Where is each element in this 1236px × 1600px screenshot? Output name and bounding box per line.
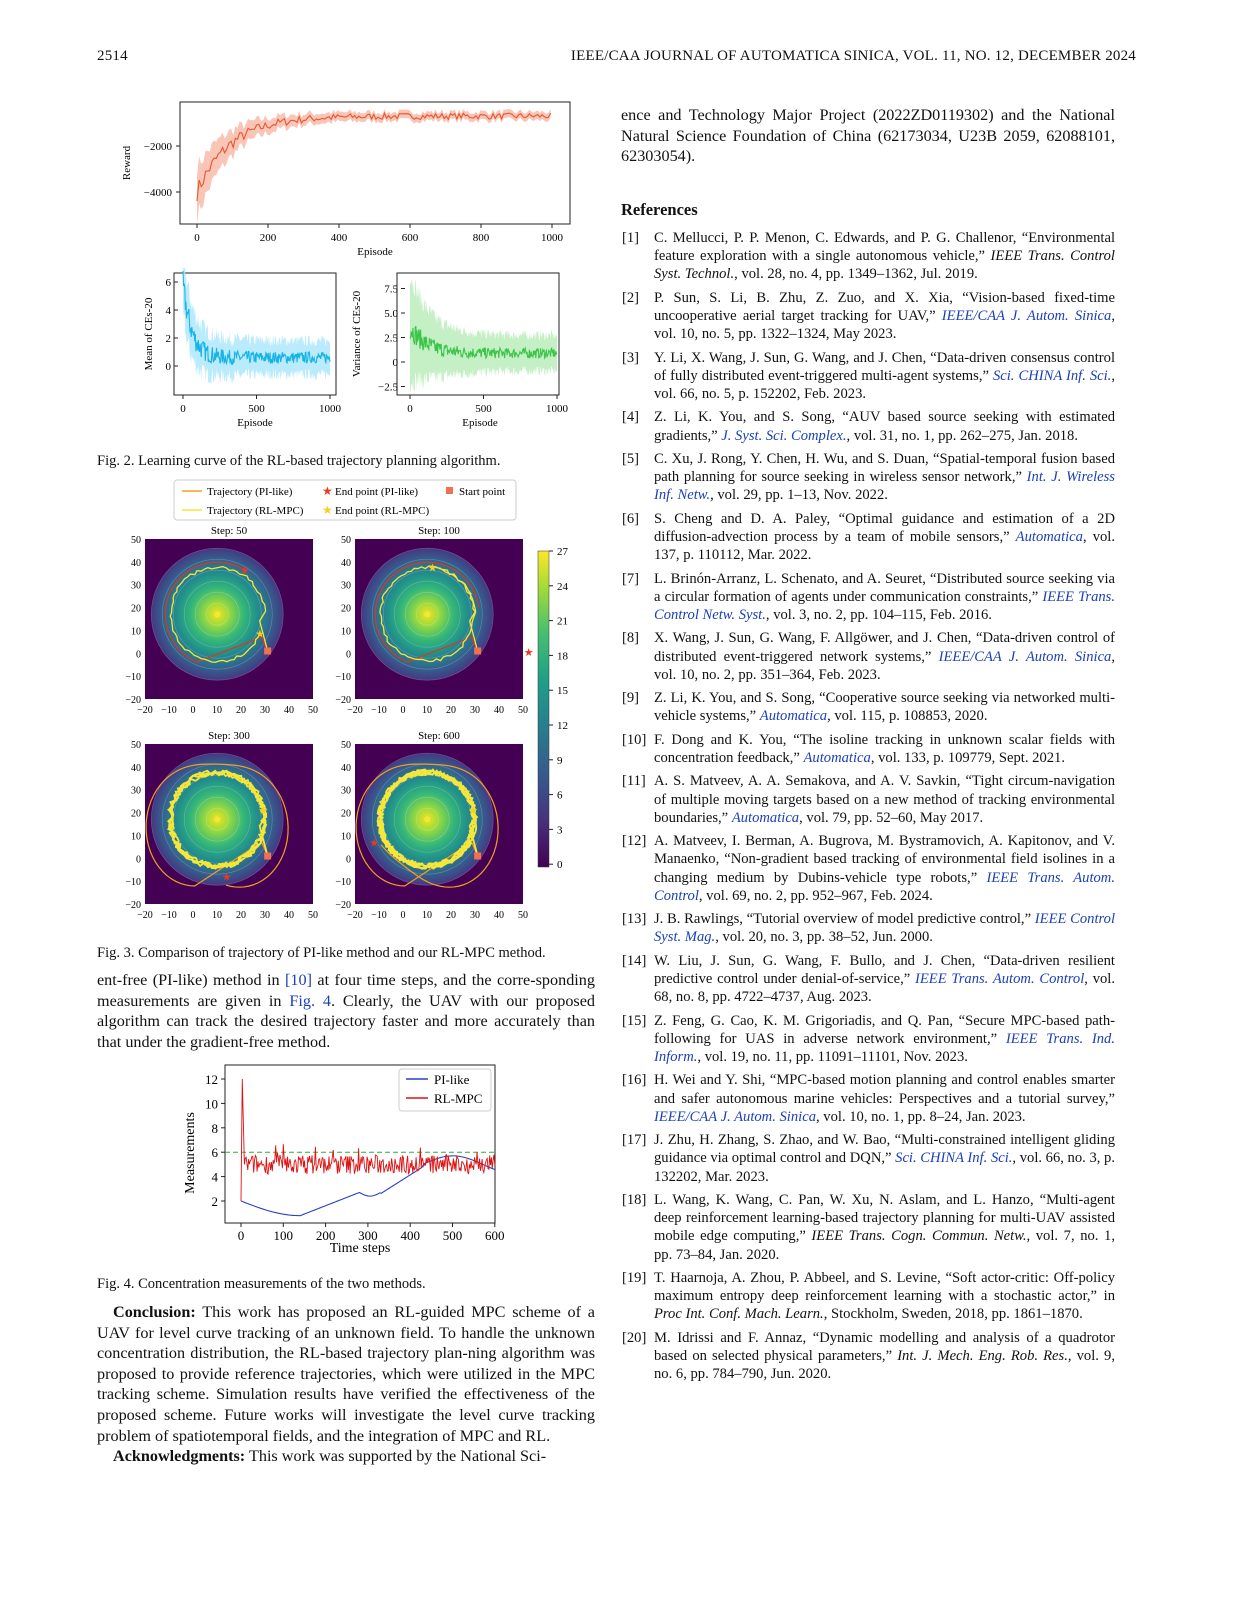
panel-title: Step: 300	[208, 730, 250, 742]
ytick: 50	[341, 740, 351, 751]
reference-text: X. Wang, J. Sun, G. Wang, F. Allgöwer, and J. Chen, “Data-driven control of distributed event-triggered network systems,” IEEE/CAA J. Autom. Sinica, vol. 10, no. 2, pp. 351–364, Feb. 2023.	[654, 630, 1115, 683]
fig2-caption: Fig. 2. Learning curve of the RL-based trajectory planning algorithm.	[97, 453, 501, 469]
reference-number: [14]	[622, 952, 647, 969]
xtick: 500	[475, 403, 492, 415]
reference-item	[621, 1131, 1115, 1186]
ytick: 20	[131, 808, 141, 820]
xtick: −10	[371, 910, 387, 921]
xtick: 20	[236, 705, 246, 716]
reference-item	[621, 229, 1115, 284]
ytick: −10	[125, 672, 141, 684]
ytick: 10	[131, 626, 141, 638]
ytick: 0	[346, 649, 351, 661]
left-paragraph: ent-free (PI-like) method in [10] at four time steps, and the corre-sponding measurements are given in Fig. 4. Clearly, the UAV with our proposed algorithm can track the desired trajectory faster and more accurately than that under the gradient-free method.	[97, 971, 595, 1051]
colorbar-tick: 24	[557, 580, 568, 593]
reference-item	[621, 832, 1115, 905]
references-heading: References	[621, 200, 698, 219]
reference-journal-link[interactable]: J. Syst. Sci. Complex.	[721, 427, 847, 444]
fig4-xtick: 600	[485, 1228, 505, 1243]
xtick: 1000	[546, 403, 568, 415]
reference-item	[621, 772, 1115, 827]
reference-number: [4]	[622, 409, 640, 426]
trajectory-panel	[125, 730, 318, 921]
xtick: 0	[190, 910, 196, 921]
reference-number: [17]	[622, 1132, 647, 1149]
reference-text: Z. Li, K. You, and S. Song, “AUV based source seeking with estimated gradients,” J. Syst. Sci. Complex., vol. 31, no. 1, pp. 262–275, Jan. 2018.	[654, 409, 1115, 444]
reference-text: A. Matveev, I. Berman, A. Bugrova, M. Bystramovich, A. Kapitonov, and V. Manaenko, “Non-gradient based tracking of environmental field isolines in a changing medium by Dubins-vehicle type robots,” IEEE Trans. Autom. Control, vol. 69, no. 2, pp. 952–967, Feb. 2024.	[654, 833, 1115, 904]
star-icon: ★	[221, 871, 232, 884]
ytick: 20	[341, 603, 351, 615]
conclusion-section: Conclusion: This work has proposed an RL-guided MPC scheme of a UAV for level curve tracking of an unknown field. To handle the unknown concentration distribution, the RL-based trajectory plan-ning algorithm was proposed to provide reference trajectories, which were utilized in the MPC tracking scheme. Simulation results have verified the effectiveness of the proposed scheme. Future works will investigate the level curve tracking problem of spatiotemporal fields, and the integration of MPC and RL. Acknowledgments: This work was supported by the National Sci-	[97, 1303, 595, 1466]
xtick: −10	[161, 910, 177, 921]
xtick: 20	[446, 910, 456, 921]
reference-number: [10]	[622, 731, 647, 748]
reference-journal-link[interactable]: Sci. CHINA Inf. Sci.	[895, 1150, 1013, 1167]
colorbar-tick: 27	[557, 546, 568, 558]
reference-journal-link[interactable]: Int. J. Wireless Inf. Netw.	[654, 469, 1115, 504]
acknowledgments-label: Acknowledgments:	[113, 1447, 246, 1466]
colorbar-tick: 15	[557, 685, 568, 698]
ytick: −10	[125, 877, 141, 889]
ytick: 2.5	[384, 332, 398, 345]
xtick: 0	[190, 705, 196, 716]
reference-item	[621, 289, 1115, 344]
xtick: 500	[248, 403, 265, 415]
reference-journal-link[interactable]: IEEE/CAA J. Autom. Sinica	[941, 308, 1112, 324]
reference-item	[621, 689, 1115, 725]
xtick: 10	[422, 705, 432, 716]
reference-item	[621, 570, 1115, 625]
ytick: 40	[341, 762, 351, 774]
reference-number: [16]	[622, 1072, 647, 1089]
legend-rl-endpoint: End point (RL-MPC)	[335, 505, 430, 517]
colorbar-tick: 3	[557, 824, 563, 837]
reference-item	[621, 731, 1115, 767]
variance-xlabel: Episode	[462, 417, 498, 429]
ytick: 0	[136, 649, 141, 661]
xtick: 50	[308, 910, 318, 921]
star-icon: ★	[322, 503, 333, 517]
reward-xtick: 400	[330, 232, 348, 244]
ref-link-10[interactable]: [10]	[285, 971, 312, 989]
fig4-ytick: 8	[211, 1120, 218, 1136]
xtick: 50	[518, 705, 528, 716]
star-icon: ★	[523, 647, 534, 660]
panel-title: Step: 50	[210, 525, 248, 537]
ytick: 7.5	[384, 283, 398, 296]
reward-xtick: 1000	[541, 232, 563, 244]
ytick: 6	[165, 277, 171, 289]
reference-journal-link[interactable]: IEEE Trans. Autom. Control	[654, 869, 1115, 904]
legend-start-point: Start point	[459, 486, 506, 498]
xtick: 30	[470, 910, 480, 921]
reference-number: [5]	[622, 450, 640, 467]
xtick: 40	[284, 910, 294, 921]
xtick: 10	[212, 910, 222, 921]
reward-xtick: 600	[401, 232, 419, 244]
mean-band	[183, 268, 330, 384]
fig4-xtick: 200	[315, 1228, 336, 1243]
reference-text: Z. Feng, G. Cao, K. M. Grigoriadis, and Q. Pan, “Secure MPC-based path-following for UAS in adverse network environment,” IEEE Trans. Ind. Inform., vol. 19, no. 11, pp. 11091–11101, Nov. 2023.	[654, 1012, 1116, 1065]
reference-number: [9]	[622, 690, 640, 707]
fig4-ytick: 10	[205, 1096, 218, 1112]
reference-text: A. S. Matveev, A. A. Semakova, and A. V. Savkin, “Tight circum-navigation of multiple moving targets based on a new method of tracking environmental boundaries,” Automatica, vol. 79, pp. 52–60, May 2017.	[654, 773, 1115, 826]
start-point-marker	[264, 853, 271, 860]
colorbar-tick: 9	[557, 754, 563, 767]
reference-item	[621, 1269, 1115, 1324]
reward-xtick: 800	[472, 232, 490, 244]
star-icon: ★	[468, 804, 479, 817]
xtick: −20	[347, 910, 363, 921]
ytick: 0	[165, 361, 171, 373]
mean-ylabel: Mean of CEs-20	[143, 297, 155, 371]
reference-number: [2]	[622, 289, 640, 306]
ytick: −20	[335, 900, 351, 911]
fig4-ytick: 12	[205, 1072, 218, 1087]
reference-text: W. Liu, J. Sun, G. Wang, F. Bullo, and J. Chen, “Data-driven resilient predictive control under denial-of-service,” IEEE Trans. Autom. Control, vol. 68, no. 8, pp. 4722–4737, Aug. 2023.	[654, 952, 1115, 1006]
reference-text: M. Idrissi and F. Annaz, “Dynamic modelling and analysis of a quadrotor based on selected physical parameters,” Int. J. Mech. Eng. Rob. Res., vol. 9, no. 6, pp. 784–790, Jun. 2020.	[654, 1329, 1115, 1383]
mean-xlabel: Episode	[237, 417, 273, 429]
xtick: 50	[518, 910, 528, 921]
reference-number: [13]	[622, 911, 647, 928]
xtick: −10	[161, 705, 177, 716]
reference-number: [8]	[622, 630, 640, 647]
reference-text: H. Wei and Y. Shi, “MPC-based motion planning and control enables smarter and safer autonomous marine vehicles: Perspectives and a tutorial survey,” IEEE/CAA J. Autom. Sinica, vol. 10, no. 1, pp. 8–24, Jan. 2023.	[654, 1072, 1115, 1125]
ytick: −10	[335, 672, 351, 684]
colorbar-tick: 12	[557, 720, 568, 732]
reference-journal-link[interactable]: Automatica	[1015, 528, 1083, 545]
page-number: 2514	[97, 48, 128, 64]
xtick: 30	[260, 910, 270, 921]
reference-journal-link[interactable]: IEEE/CAA J. Autom. Sinica	[938, 648, 1112, 665]
ytick: 50	[131, 535, 141, 546]
reference-item	[621, 1012, 1115, 1067]
fig4-measurements-plot	[170, 1058, 520, 1263]
fig4-xtick: 500	[442, 1228, 463, 1243]
fig3-trajectory-plots	[110, 478, 580, 926]
xtick: −20	[137, 910, 153, 921]
start-point-marker	[264, 648, 271, 655]
reference-text: Y. Li, X. Wang, J. Sun, G. Wang, and J. Chen, “Data-driven consensus control of fully distributed event-triggered multi-agent systems,” Sci. CHINA Inf. Sci., vol. 66, no. 5, p. 152202, Feb. 2023.	[654, 349, 1115, 402]
reference-text: F. Dong and K. You, “The isoline tracking in unknown scalar fields with concentration feedback,” Automatica, vol. 133, p. 109779, Sept. 2021.	[654, 731, 1115, 766]
xtick: 0	[400, 910, 406, 921]
legend-pi-endpoint: End point (PI-like)	[335, 486, 419, 498]
reference-number: [3]	[622, 349, 640, 366]
fig4-caption: Fig. 4. Concentration measurements of the two methods.	[97, 1276, 426, 1292]
trajectory-panel	[335, 525, 533, 716]
fig4-xtick: 300	[358, 1228, 378, 1243]
running-head: IEEE/CAA JOURNAL OF AUTOMATICA SINICA, VOL. 11, NO. 12, DECEMBER 2024	[570, 48, 1136, 64]
reference-list	[621, 229, 1115, 1389]
ytick: 30	[131, 580, 141, 592]
colorbar-tick: 21	[557, 615, 568, 628]
ytick: −20	[125, 900, 141, 911]
ytick: 30	[131, 785, 141, 797]
legend-pi-trajectory: Trajectory (PI-like)	[207, 486, 293, 498]
reference-number: [6]	[622, 510, 640, 527]
colorbar	[538, 551, 549, 867]
reference-text: Z. Li, K. You, and S. Song, “Cooperative source seeking via networked multi-vehicle systems,” Automatica, vol. 115, p. 108853, 2020.	[654, 690, 1115, 725]
reference-number: [20]	[622, 1329, 647, 1346]
ytick: 40	[131, 762, 141, 774]
reference-item	[621, 1071, 1115, 1126]
ytick: 2	[165, 333, 171, 345]
ytick: −10	[335, 877, 351, 889]
variance-band	[410, 278, 557, 392]
colorbar-tick: 0	[557, 859, 563, 872]
fig4-xtick: 400	[400, 1228, 420, 1243]
xtick: 10	[212, 705, 222, 716]
colorbar-tick: 6	[557, 789, 563, 802]
panel-title: Step: 100	[418, 525, 460, 537]
fig4-link[interactable]: Fig. 4	[289, 991, 331, 1010]
fig4-xtick: 100	[273, 1228, 294, 1243]
start-point-marker	[474, 853, 481, 860]
reference-number: [12]	[622, 833, 647, 850]
xtick: 40	[494, 910, 504, 921]
reference-journal-link[interactable]: IEEE Trans. Control Netw. Syst.	[654, 588, 1115, 623]
xtick: 30	[470, 705, 480, 716]
reference-item	[621, 1329, 1115, 1384]
reference-text: L. Brinón-Arranz, L. Schenato, and A. Seuret, “Distributed source seeking via a circular formation of agents under communication constraints,” IEEE Trans. Control Netw. Syst., vol. 3, no. 2, pp. 104–115, Feb. 2016.	[654, 570, 1115, 623]
reference-item	[621, 629, 1115, 684]
reward-ytick: −2000	[143, 141, 172, 153]
trajectory-panel	[125, 525, 318, 716]
star-icon: ★	[369, 837, 380, 850]
reference-number: [1]	[622, 230, 640, 246]
xtick: −20	[137, 705, 153, 716]
ytick: 10	[131, 831, 141, 843]
reference-text: J. B. Rawlings, “Tutorial overview of model predictive control,” IEEE Control Syst. Mag., vol. 20, no. 3, pp. 38–52, Jun. 2000.	[654, 911, 1116, 946]
fig4-ylabel: Measurements	[183, 1112, 198, 1194]
fig4-ytick: 6	[211, 1145, 218, 1161]
xtick: 10	[422, 910, 432, 921]
ytick: 10	[341, 831, 351, 843]
reference-number: [15]	[622, 1012, 647, 1029]
reference-item	[621, 1191, 1115, 1264]
xtick: 40	[494, 705, 504, 716]
fig2-variance-plot	[350, 268, 575, 433]
reference-text: L. Wang, K. Wang, C. Pan, W. Xu, N. Aslam, and L. Hanzo, “Multi-agent deep reinforcement learning-based trajectory planning for multi-UAV assisted mobile edge computing,” IEEE Trans. Cogn. Commun. Netw., vol. 7, no. 1, pp. 73–84, Jan. 2020.	[654, 1191, 1115, 1263]
colorbar-tick: 18	[557, 650, 568, 663]
xtick: −20	[347, 705, 363, 716]
ytick: 40	[341, 557, 351, 569]
fig2-mean-plot	[130, 268, 355, 433]
ytick: 0	[392, 357, 398, 369]
reward-band	[197, 109, 551, 226]
fig3-legend	[174, 480, 516, 520]
reference-journal-link[interactable]: IEEE Trans. Ind. Inform.	[654, 1030, 1116, 1065]
square-icon	[446, 487, 453, 494]
ytick: 0	[346, 854, 351, 866]
reference-text: C. Mellucci, P. P. Menon, C. Edwards, and P. G. Challenor, “Environmental feature exploration with a single autonomous vehicle,” IEEE Trans. Control Syst. Technol., vol. 28, no. 4, pp. 1349–1362, Jul. 2019.	[654, 230, 1115, 283]
trajectory-panel	[335, 730, 528, 921]
fig4-xtick: 0	[237, 1228, 245, 1243]
fig4-ytick: 4	[211, 1169, 218, 1185]
reward-xlabel: Episode	[357, 246, 393, 258]
xtick: −10	[371, 705, 387, 716]
ytick: −20	[335, 695, 351, 706]
xtick: 1000	[319, 403, 341, 415]
fig4-xlabel: Time steps	[329, 1241, 391, 1256]
reference-item	[621, 450, 1115, 505]
reference-number: [19]	[622, 1269, 647, 1286]
reference-text: P. Sun, S. Li, B. Zhu, Z. Zuo, and X. Xia, “Vision-based fixed-time uncooperative aerial target tracking for UAV,” IEEE/CAA J. Autom. Sinica, vol. 10, no. 5, pp. 1322–1324, May 2023.	[654, 289, 1115, 343]
reference-item	[621, 952, 1115, 1007]
ytick: 0	[136, 854, 141, 866]
reference-journal-link[interactable]: IEEE Control Syst. Mag.	[654, 911, 1116, 946]
reward-xtick: 0	[194, 232, 200, 244]
acknowledgments-continued: ence and Technology Major Project (2022ZD0119302) and the National Natural Science Foundation of China (62173034, U23B 2059, 62088101, 62303054).	[621, 106, 1115, 166]
xtick: 30	[260, 705, 270, 716]
xtick: 0	[407, 403, 413, 415]
star-icon: ★	[254, 628, 265, 641]
xtick: 0	[180, 403, 186, 415]
reference-journal-link[interactable]: IEEE/CAA J. Autom. Sinica	[654, 1108, 816, 1125]
ytick: 4	[165, 305, 171, 317]
reference-journal-link[interactable]: Automatica	[759, 708, 828, 725]
fig4-ytick: 2	[211, 1194, 218, 1209]
reward-ytick: −4000	[143, 187, 172, 199]
xtick: 40	[284, 705, 294, 716]
xtick: 0	[400, 705, 406, 716]
start-point-marker	[474, 648, 481, 655]
reference-number: [18]	[622, 1191, 647, 1208]
reference-item	[621, 910, 1115, 946]
fig2-reward-plot	[110, 95, 580, 265]
xtick: 20	[446, 705, 456, 716]
legend-pi-like: PI-like	[434, 1072, 470, 1087]
legend-rl-trajectory: Trajectory (RL-MPC)	[207, 505, 304, 517]
ytick: 20	[131, 603, 141, 615]
conclusion-label: Conclusion:	[113, 1303, 196, 1321]
xtick: 20	[236, 910, 246, 921]
panel-title: Step: 600	[418, 730, 460, 742]
fig4-legend	[399, 1069, 491, 1111]
ytick: 5.0	[384, 308, 398, 320]
ytick: 50	[131, 740, 141, 751]
ytick: 20	[341, 808, 351, 820]
ytick: −2.5	[378, 381, 398, 394]
reference-journal-link[interactable]: Sci. CHINA Inf. Sci.	[992, 367, 1112, 384]
ytick: 40	[131, 557, 141, 569]
legend-rl-mpc: RL-MPC	[434, 1091, 483, 1106]
reference-journal-link[interactable]: Automatica	[731, 809, 800, 826]
star-icon: ★	[258, 804, 269, 817]
reference-journal-link[interactable]: IEEE Trans. Autom. Control	[915, 970, 1085, 987]
ytick: −20	[125, 695, 141, 706]
ytick: 10	[341, 626, 351, 638]
xtick: 50	[308, 705, 318, 716]
star-icon: ★	[322, 484, 333, 498]
reference-number: [11]	[622, 773, 646, 790]
ytick: 30	[341, 785, 351, 797]
reward-ylabel: Reward	[121, 145, 133, 181]
ytick: 30	[341, 580, 351, 592]
reference-journal-link[interactable]: Automatica	[803, 749, 871, 766]
reference-number: [7]	[622, 570, 640, 587]
reference-item	[621, 408, 1115, 444]
variance-ylabel: Variance of CEs-20	[351, 290, 363, 378]
reference-item	[621, 510, 1115, 565]
reference-text: J. Zhu, H. Zhang, S. Zhao, and W. Bao, “Multi-constrained intelligent gliding guidance via optimal control and DQN,” Sci. CHINA Inf. Sci., vol. 66, no. 3, p. 132202, Mar. 2023.	[654, 1132, 1115, 1185]
star-icon: ★	[239, 565, 250, 578]
reference-text: T. Haarnoja, A. Zhou, P. Abbeel, and S. Levine, “Soft actor-critic: Off-policy maximum entropy deep reinforcement learning with a stochastic actor,” in Proc Int. Conf. Mach. Learn., Stockholm, Sweden, 2018, pp. 1861–1870.	[654, 1269, 1115, 1323]
star-icon: ★	[427, 562, 438, 575]
reference-item	[621, 349, 1115, 404]
reference-text: S. Cheng and D. A. Paley, “Optimal guidance and estimation of a 2D diffusion-advection process by a team of mobile sensors,” Automatica, vol. 137, p. 110112, Mar. 2022.	[654, 510, 1115, 564]
fig3-caption: Fig. 3. Comparison of trajectory of PI-like method and our RL-MPC method.	[97, 945, 546, 961]
reference-text: C. Xu, J. Rong, Y. Chen, H. Wu, and S. Duan, “Spatial-temporal fusion based path planning for source seeking in wireless sensor network,” Int. J. Wireless Inf. Netw., vol. 29, pp. 1–13, Nov. 2022.	[654, 450, 1115, 504]
ytick: 50	[341, 535, 351, 546]
reward-xtick: 200	[259, 232, 277, 244]
